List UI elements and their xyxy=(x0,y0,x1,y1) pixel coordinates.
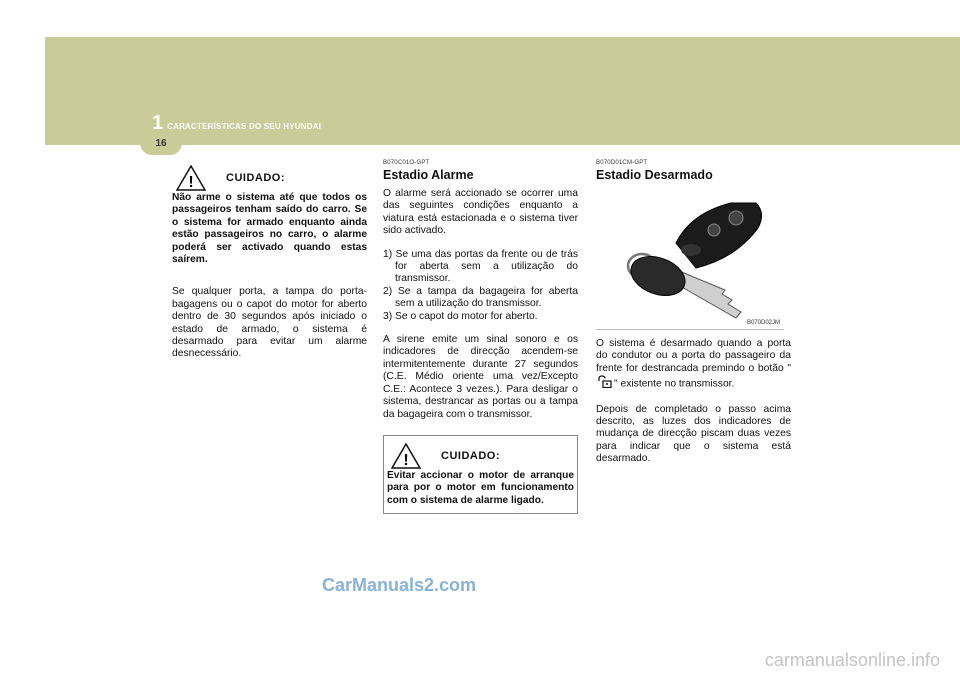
condition-list xyxy=(383,249,578,323)
warning-title: CUIDADO: xyxy=(226,172,285,184)
warning-triangle-icon xyxy=(172,165,212,191)
section-code: B070D01CM-GPT xyxy=(596,160,648,166)
site-watermark: carmanualsonline.info xyxy=(764,650,940,670)
paragraph-disarm-timeout: Se qualquer porta, a tampa do porta-bagagens ou o capot do motor for aberto dentro de 30 segundos após iniciado o estado de armado, o sistema é desarmado para evitar um alarme desnecessário. xyxy=(172,286,367,360)
paragraph-disarm xyxy=(596,338,791,393)
watermark-logo: CarManuals2.com xyxy=(322,575,477,595)
warning-text: Não arme o sistema até que todos os passageiros tenham saído do carro. Se o sistema for armado enquanto ainda estão passageiros no carro, o alarme poderá ser activado quando estas saírem. xyxy=(172,192,367,266)
list-item: 2) Se a tampa da bagageira for aberta sem a utilização do transmissor. xyxy=(383,285,578,310)
warning-header xyxy=(172,164,367,192)
paragraph-part: O sistema é desarmado quando a porta do condutor ou a porta do passageiro da frente for destrancada premindo o botão " xyxy=(596,338,791,374)
unlock-icon xyxy=(596,375,614,392)
svg-text:!: ! xyxy=(403,451,409,469)
paragraph-part: " existente no transmissor. xyxy=(614,378,735,390)
column-right xyxy=(596,160,791,466)
warning-triangle-icon xyxy=(387,443,427,469)
warning-header xyxy=(387,442,574,470)
svg-text:!: ! xyxy=(188,174,194,191)
image-code: B070D02JM xyxy=(746,320,780,326)
paragraph-indicators: Depois de completado o passo acima descrito, as luzes dos indicadores de mudança de direcção piscam duas vezes para indicar que o sistema está desarmado. xyxy=(596,403,791,465)
column-middle xyxy=(383,160,578,514)
list-item: 1) Se uma das portas da frente ou de trás for aberta sem a utilização do transmissor. xyxy=(383,248,578,285)
page-number: 16 xyxy=(155,138,167,149)
chapter-heading xyxy=(152,112,321,135)
paragraph-intro: O alarme será accionado se ocorrer uma das seguintes condições enquanto a viatura está estacionada e o sistema tiver sido activado. xyxy=(383,188,578,237)
key-transmitter-image xyxy=(596,188,784,330)
warning-text: Evitar accionar o motor de arranque para por o motor em funcionamento com o sistema de alarme ligado. xyxy=(387,469,574,506)
chapter-title: CARACTERÍSTICAS DO SEU HYUNDAI xyxy=(167,122,322,131)
section-title: Estadio Desarmado xyxy=(596,168,713,182)
column-left xyxy=(172,160,367,361)
list-item: 3) Se o capot do motor for aberto. xyxy=(383,310,538,322)
section-code: B070C01O-GPT xyxy=(383,160,430,166)
key-fob-icon xyxy=(596,188,784,329)
paragraph-siren: A sirene emite um sinal sonoro e os indicadores de direcção acendem-se intermitentemente durante 27 segundos (C.E. Médio oriente uma vez/Excepto C.E.: Acontece 3 vezes.). Para desligar o sistema, destrancar as portas ou a tampa da bagageira com o transmissor. xyxy=(383,334,578,420)
warning-title: CUIDADO: xyxy=(441,449,500,462)
section-title: Estadio Alarme xyxy=(383,168,474,182)
chapter-number: 1 xyxy=(152,112,164,134)
warning-box-1 xyxy=(172,160,367,266)
warning-box-2 xyxy=(383,435,578,514)
